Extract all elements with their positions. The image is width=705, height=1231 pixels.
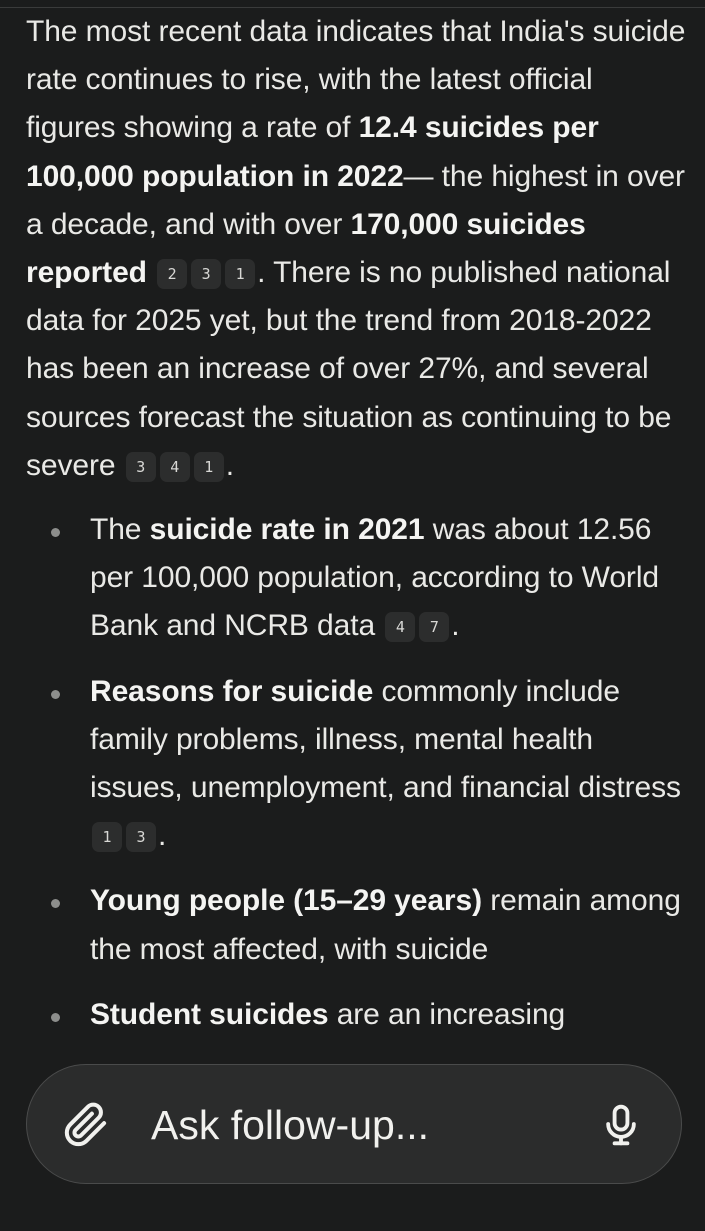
- intro-text-4: .: [225, 448, 234, 482]
- intro-text-3: . There is no published national data for 2025 yet, but the trend from 2018-2022 has been an increase of over 27%, and several sources forecast the situation as continuing to be severe: [26, 256, 672, 482]
- citation-badge[interactable]: 4: [160, 452, 190, 482]
- citation-badge[interactable]: 2: [157, 259, 187, 289]
- bullet-heading: Young people (15–29 years): [90, 884, 482, 918]
- bullet-text: are an increasing: [328, 997, 566, 1031]
- citation-badge[interactable]: 3: [126, 822, 156, 852]
- answer-bullet-list: [26, 506, 686, 1039]
- intro-text-2: — the highest in over a decade, and with over: [26, 159, 685, 241]
- answer-body: [26, 8, 686, 1056]
- intro-highlight-count: 170,000 suicides reported: [26, 207, 586, 290]
- bullet-item: [90, 506, 686, 651]
- bullet-heading: Reasons for suicide: [90, 674, 374, 708]
- bullet-text: remain among the most affected, with suicide: [90, 884, 681, 966]
- follow-up-input[interactable]: [149, 1093, 573, 1157]
- bullet-text-end: .: [451, 609, 460, 643]
- bullet-item: [90, 877, 686, 973]
- answer-intro-paragraph: [26, 8, 686, 490]
- follow-up-composer: [26, 1064, 682, 1184]
- bullet-heading: Student suicides: [90, 997, 329, 1031]
- bullet-text: was about 12.56 per 100,000 population, according to World Bank and NCRB data: [90, 513, 659, 643]
- paperclip-icon[interactable]: [63, 1102, 109, 1148]
- intro-highlight-rate: 12.4 suicides per 100,000 population in 2022: [26, 111, 599, 193]
- citation-badge[interactable]: 7: [419, 612, 449, 642]
- bullet-text-pre: The: [90, 513, 150, 547]
- bullet-item: [90, 668, 686, 861]
- citation-badge[interactable]: 3: [191, 259, 221, 289]
- intro-text-1: The most recent data indicates that India's suicide rate continues to rise, with the latest official figures showing a rate of: [26, 15, 686, 145]
- citation-badge[interactable]: 1: [92, 822, 122, 852]
- bullet-item: [90, 991, 686, 1039]
- citation-badge[interactable]: 1: [225, 259, 255, 289]
- citation-badge[interactable]: 3: [126, 452, 156, 482]
- citation-badge[interactable]: 1: [194, 452, 224, 482]
- bullet-text: commonly include family problems, illness, mental health issues, unemployment, and financial distress: [90, 674, 681, 805]
- citation-badge[interactable]: 4: [385, 612, 415, 642]
- bullet-text-end: .: [158, 819, 167, 853]
- bullet-heading: suicide rate in 2021: [149, 513, 425, 547]
- microphone-icon[interactable]: [599, 1103, 643, 1147]
